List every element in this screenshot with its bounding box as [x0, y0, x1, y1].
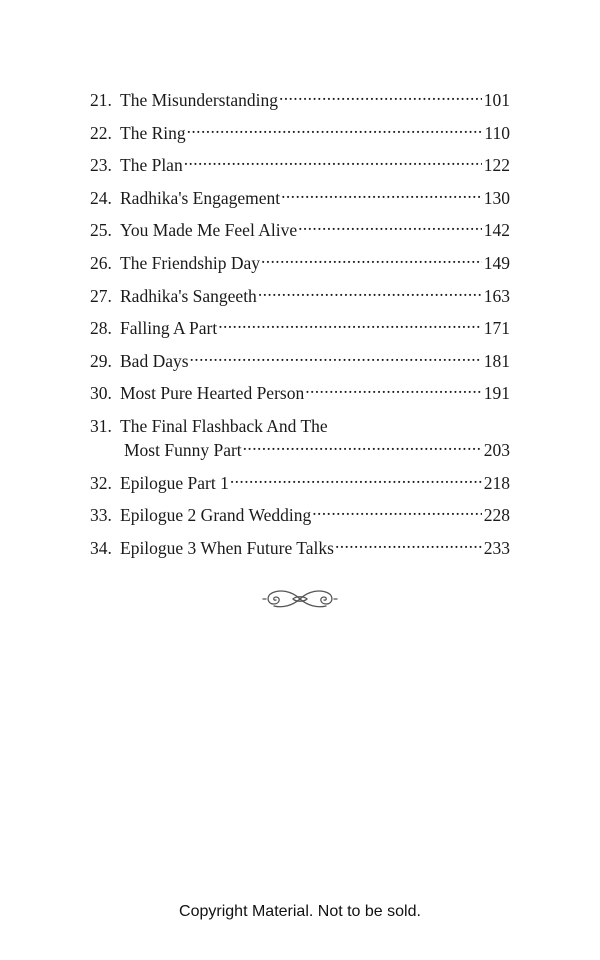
toc-entry-title: The Friendship Day: [120, 252, 260, 273]
flourish-divider-icon: [262, 584, 338, 614]
toc-entry-title: Radhika's Sangeeth: [120, 285, 257, 306]
toc-entry-title: Bad Days: [120, 350, 189, 371]
toc-entry: [90, 381, 510, 405]
toc-entry-title: Radhika's Engagement: [120, 187, 281, 208]
dot-leader: [305, 381, 482, 399]
toc-entry-number: 24.: [90, 187, 112, 208]
toc-entry-number: 22.: [90, 122, 112, 143]
toc-entry-number: 34.: [90, 537, 112, 558]
toc-entry-page: 203: [483, 439, 510, 460]
toc-entry-page: 122: [483, 155, 510, 176]
toc-entry-number: 33.: [90, 505, 112, 526]
dot-leader: [243, 438, 482, 456]
toc-entry-page: 163: [483, 285, 510, 306]
dot-leader: [258, 284, 482, 302]
copyright-footer: Copyright Material. Not to be sold.: [179, 903, 421, 920]
toc-entry-number: 30.: [90, 383, 112, 404]
toc-entry: [90, 153, 510, 177]
toc-entry: [90, 503, 510, 527]
toc-entry-page: 233: [483, 537, 510, 558]
toc-entry-number: 32.: [90, 472, 112, 493]
toc-entry-page: 149: [483, 252, 510, 273]
toc-entry-page: 130: [483, 187, 510, 208]
toc-entry: [90, 186, 510, 210]
toc-entry-page: 171: [483, 318, 510, 339]
toc-entry: [90, 471, 510, 495]
dot-leader: [187, 121, 483, 139]
toc-entry: [90, 536, 510, 560]
toc-entry-number: 25.: [90, 220, 112, 241]
toc-entry-page: 110: [484, 122, 510, 143]
toc-entry: [90, 284, 510, 308]
toc-entry-page: 228: [483, 505, 510, 526]
toc-entry-page: 142: [483, 220, 510, 241]
dot-leader: [312, 503, 482, 521]
table-of-contents: [90, 88, 510, 568]
toc-entry: [90, 218, 510, 242]
dot-leader: [218, 316, 482, 334]
toc-entry-page: 218: [483, 472, 510, 493]
toc-entry-title: Epilogue Part 1: [120, 472, 229, 493]
toc-entry: [90, 414, 510, 462]
toc-entry-number: 31.: [90, 415, 112, 436]
toc-entry-title: The Ring: [120, 122, 186, 143]
toc-entry-title-continued: Most Funny Part: [124, 439, 242, 460]
toc-entry-number: 28.: [90, 318, 112, 339]
toc-entry-title: Epilogue 3 When Future Talks: [120, 537, 334, 558]
toc-entry: [90, 121, 510, 145]
toc-entry-number: 21.: [90, 90, 112, 110]
dot-leader: [298, 218, 482, 236]
dot-leader: [335, 536, 482, 554]
toc-entry-title: The Plan: [120, 155, 183, 176]
toc-entry-number: 27.: [90, 285, 112, 306]
dot-leader: [261, 251, 482, 269]
toc-entry-title: You Made Me Feel Alive: [120, 220, 298, 241]
dot-leader: [184, 153, 482, 171]
dot-leader: [230, 471, 482, 489]
toc-entry-title: The Final Flashback And The: [120, 415, 328, 436]
dot-leader: [281, 186, 482, 204]
toc-entry-title: Epilogue 2 Grand Wedding: [120, 505, 312, 526]
toc-entry-number: 26.: [90, 252, 112, 273]
toc-entry-number: 29.: [90, 350, 112, 371]
toc-entry-title: The Misunderstanding: [120, 90, 278, 110]
toc-entry-title: Falling A Part: [120, 318, 218, 339]
toc-entry-page: 101: [483, 90, 510, 110]
toc-entry: [90, 316, 510, 340]
toc-entry: [90, 251, 510, 275]
toc-entry-page: 191: [483, 383, 510, 404]
toc-entry: [90, 88, 510, 112]
dot-leader: [279, 88, 482, 106]
toc-entry: [90, 349, 510, 373]
toc-entry-title: Most Pure Hearted Person: [120, 383, 305, 404]
toc-entry-page: 181: [483, 350, 510, 371]
toc-entry-number: 23.: [90, 155, 112, 176]
dot-leader: [190, 349, 482, 367]
